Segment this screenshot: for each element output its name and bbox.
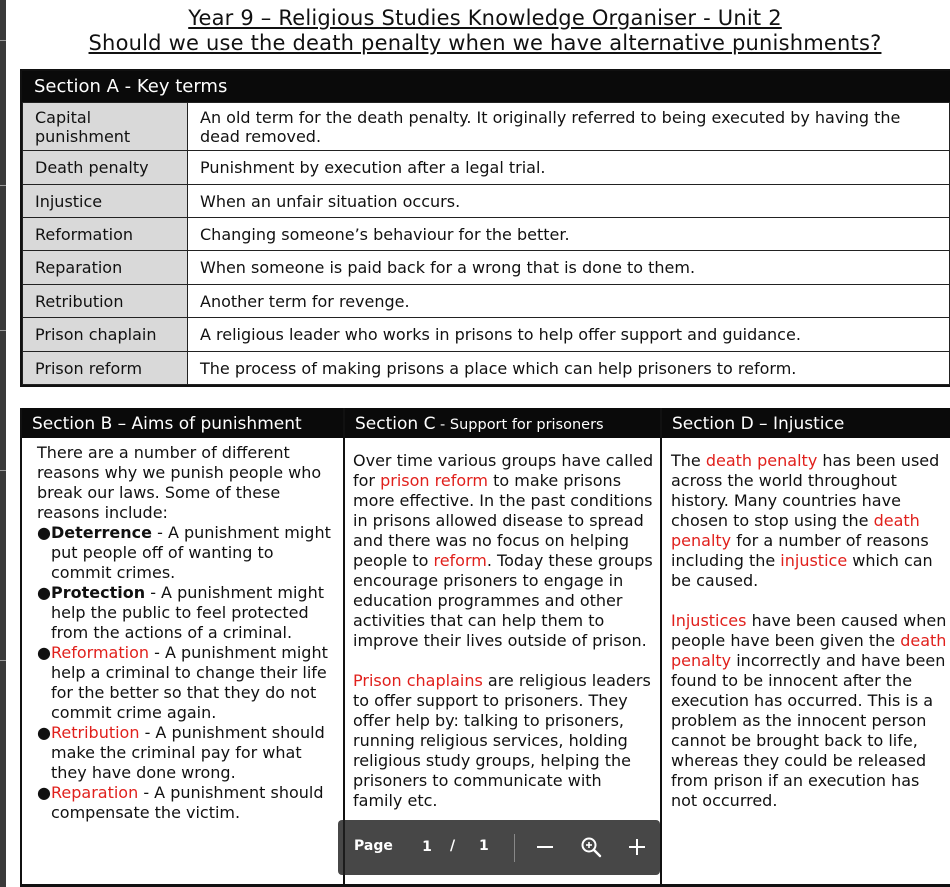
term-cell: Prison reform: [23, 352, 188, 385]
total-pages: 1: [479, 838, 489, 854]
term-cell: Retribution: [23, 285, 188, 318]
text-run: are religious leaders to offer support to prisoners. They offer help by: talking to prisoners, running religious services, holding religious study groups, helping the prisoners to communicate with family etc.: [353, 671, 651, 810]
list-item: ●Reformation - A punishment might help a criminal to change their life for the better so that they do not commit crime again.: [37, 643, 328, 722]
section-a-header: Section A - Key terms: [22, 71, 950, 102]
text-run: have been caused when people have been given the: [671, 611, 947, 650]
table-row: [23, 318, 950, 352]
section-c-paragraph-1: [353, 451, 654, 651]
section-d-header: Section D – Injustice: [662, 408, 950, 438]
lower-sections: [20, 408, 950, 887]
text-run: has been used across the world throughout history. Many countries have chosen to stop using the: [671, 451, 940, 530]
text-run: . Today these groups encourage prisoners to engage in education programmes and other activities that can help them to improve their lives outside of prison.: [353, 551, 653, 650]
term-cell: Injustice: [23, 185, 188, 218]
bullet-text: - A punishment might put people off of wanting to commit crimes.: [51, 523, 331, 582]
highlight-reform: reform: [433, 551, 487, 570]
list-item: ●Protection - A punishment might help the public to feel protected from the actions of a criminal.: [37, 583, 324, 642]
highlight-injustices: Injustices: [671, 611, 747, 630]
section-b-body: [22, 438, 343, 823]
definition-cell: A religious leader who works in prisons to help offer support and guidance.: [188, 318, 950, 352]
plus-icon: [627, 837, 647, 857]
highlight-injustice: injustice: [780, 551, 848, 570]
text-run: incorrectly and have been found to be innocent after the execution has occurred. This is a problem as the innocent person cannot be brought back to life, whereas they could be released from prison if an execution has not occurred.: [671, 651, 946, 810]
section-d-paragraph-1: [671, 451, 948, 591]
section-d-injustice: [662, 408, 950, 887]
bullet-label: Reparation: [51, 783, 139, 802]
text-run: The: [671, 451, 706, 470]
table-row: [23, 218, 950, 251]
section-c-paragraph-2: [353, 671, 654, 811]
text-run: to make prisons more effective. In the past conditions in prisons allowed disease to spread and there was no focus on helping people to: [353, 471, 653, 570]
term-cell: Reformation: [23, 218, 188, 251]
section-c-header: [345, 408, 660, 438]
toolbar-divider: [514, 834, 515, 862]
term-cell: Reparation: [23, 251, 188, 285]
minus-icon: [535, 837, 555, 857]
table-row: [23, 285, 950, 318]
bullet-label: Protection: [51, 583, 146, 602]
bullet-text: - A punishment might help a criminal to change their life for the better so that they do not commit crime again.: [51, 643, 328, 722]
list-item: ●Reparation - A punishment should compensate the victim.: [37, 783, 324, 822]
page-separator: /: [450, 838, 456, 854]
fit-zoom-button[interactable]: [576, 832, 606, 862]
text-run: Over time various groups have called for: [353, 451, 654, 490]
section-b-header: Section B – Aims of punishment: [22, 408, 343, 438]
page-number-input[interactable]: 1: [422, 839, 432, 855]
text-run: for a number of reasons including the: [671, 531, 929, 570]
table-row: [23, 352, 950, 385]
term-cell: Capital punishment: [23, 103, 188, 151]
list-item: ●Retribution - A punishment should make the criminal pay for what they have done wrong.: [37, 723, 325, 782]
section-a-key-terms: [20, 69, 950, 387]
definition-cell: Changing someone’s behaviour for the better.: [188, 218, 950, 251]
highlight-death-penalty: death penalty: [671, 511, 920, 550]
text-run: which can be caused.: [671, 551, 933, 590]
bullet-label: Deterrence: [51, 523, 152, 542]
definition-cell: Another term for revenge.: [188, 285, 950, 318]
definition-cell: An old term for the death penalty. It originally referred to being executed by having the dead removed.: [188, 103, 950, 151]
definition-cell: Punishment by execution after a legal trial.: [188, 151, 950, 185]
table-row: [23, 151, 950, 185]
term-cell: Death penalty: [23, 151, 188, 185]
section-c-header-main: Section C: [355, 414, 436, 434]
table-row: [23, 251, 950, 285]
zoom-out-button[interactable]: [530, 832, 560, 862]
section-d-paragraph-2: [671, 611, 948, 811]
bullet-text: - A punishment might help the public to feel protected from the actions of a criminal.: [51, 583, 324, 642]
table-row: [23, 103, 950, 151]
document-title: [20, 6, 950, 56]
section-c-body: [345, 438, 660, 811]
zoom-in-button[interactable]: [622, 832, 652, 862]
page-label: Page: [354, 838, 393, 854]
zoom-icon: [580, 836, 602, 858]
highlight-death-penalty: death penalty: [705, 451, 818, 470]
highlight-prison-chaplains: Prison chaplains: [353, 671, 483, 690]
pdf-viewer-toolbar: [338, 820, 660, 875]
term-cell: Prison chaplain: [23, 318, 188, 352]
section-c-support-for-prisoners: [345, 408, 662, 887]
highlight-prison-reform: prison reform: [380, 471, 488, 490]
title-line-1: Year 9 – Religious Studies Knowledge Organiser - Unit 2: [188, 6, 782, 30]
key-terms-table: [22, 102, 950, 385]
section-d-body: [662, 438, 950, 811]
viewer-left-edge: [0, 0, 6, 887]
table-row: [23, 185, 950, 218]
list-item: ●Deterrence - A punishment might put people off of wanting to commit crimes.: [37, 523, 331, 582]
section-b-intro: There are a number of different reasons why we punish people who break our laws. Some of these reasons include:: [37, 443, 322, 522]
highlight-death-penalty: death penalty: [671, 631, 947, 670]
bullet-label: Reformation: [51, 643, 149, 662]
title-line-2: Should we use the death penalty when we have alternative punishments?: [88, 31, 882, 55]
bullet-label: Retribution: [51, 723, 140, 742]
definition-cell: When someone is paid back for a wrong that is done to them.: [188, 251, 950, 285]
section-c-header-sub: - Support for prisoners: [435, 417, 604, 433]
section-b-aims-of-punishment: [22, 408, 345, 887]
definition-cell: When an unfair situation occurs.: [188, 185, 950, 218]
bullet-text: - A punishment should make the criminal pay for what they have done wrong.: [51, 723, 325, 782]
definition-cell: The process of making prisons a place which can help prisoners to reform.: [188, 352, 950, 385]
bullet-text: - A punishment should compensate the victim.: [51, 783, 324, 822]
